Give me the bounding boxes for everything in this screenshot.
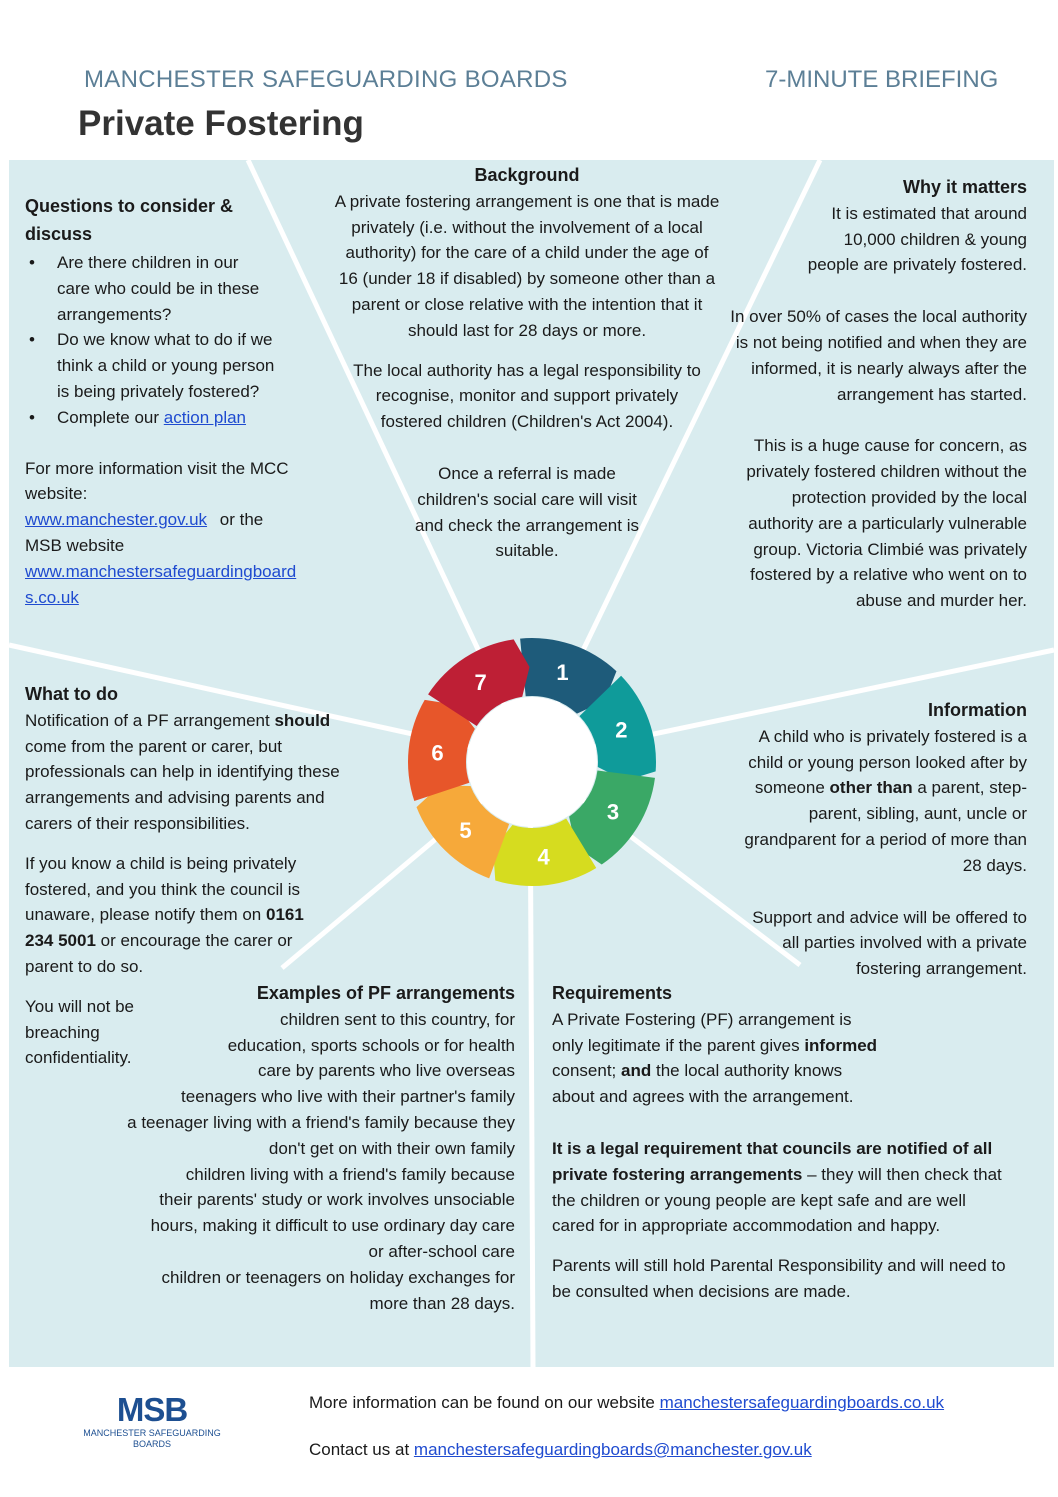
seven-minute-wheel <box>400 630 665 895</box>
more-info-text: For more information visit the MCC website: <box>25 458 289 504</box>
wheel-center <box>467 697 597 827</box>
questions-heading: Questions to consider & discuss <box>25 196 234 244</box>
example-item-text: a teenager living with a friend's family because they don't get on with their own family <box>127 1112 515 1158</box>
req-paragraph: Parents will still hold Parental Responsibility and will need to be consulted when decisions are made. <box>552 1256 1006 1301</box>
why-section <box>722 175 1027 614</box>
footer-website-line <box>309 1393 944 1413</box>
req-bold: informed <box>804 1035 878 1055</box>
footer-text: More information can be found on our website <box>309 1393 655 1412</box>
wheel-number-6: 6 <box>431 740 444 766</box>
msb-logo-text: MSB <box>116 1391 188 1428</box>
what-paragraph: You will not be breaching confidentiality. <box>25 996 135 1068</box>
wheel-number-5: 5 <box>459 817 472 843</box>
information-section <box>735 698 1027 982</box>
background-paragraph: The local authority has a legal responsibility to recognise, monitor and support privately fostered children (Children's Act 2004). <box>353 360 701 432</box>
action-plan-link[interactable]: action plan <box>163 407 247 427</box>
background-section <box>334 163 720 564</box>
req-bold: and <box>621 1061 652 1081</box>
what-text: Notification of a PF arrangement <box>25 710 270 730</box>
footer-text: Contact us at <box>309 1440 410 1459</box>
msb-logo-subtitle: MANCHESTER SAFEGUARDING <box>83 1428 221 1438</box>
msb-logo <box>82 1392 222 1450</box>
example-item-text: children sent to this country, for education, sports schools or for health care by parents who live overseas <box>227 1009 515 1081</box>
footer-email-link[interactable]: manchestersafeguardingboards@manchester.gov.uk <box>413 1440 812 1459</box>
what-bold: should <box>274 710 331 730</box>
question-item: • Are there children in our care who could be in these arrangements? <box>25 250 275 327</box>
what-heading: What to do <box>25 684 118 704</box>
why-paragraph: In over 50% of cases the local authority is not being notified and when they are informed, it is nearly always after the arrangement has started. <box>730 307 1027 404</box>
req-text: the local authority knows about and agrees with the arrangement. <box>552 1061 854 1107</box>
wheel-number-4: 4 <box>537 844 550 870</box>
example-item <box>100 1265 515 1317</box>
footer-website-link[interactable]: manchestersafeguardingboards.co.uk <box>659 1393 945 1412</box>
questions-section <box>25 192 297 610</box>
information-heading: Information <box>928 700 1027 720</box>
footer-contact-line <box>309 1440 812 1460</box>
msb-logo-subtitle: BOARDS <box>132 1439 171 1449</box>
info-bold: other than <box>829 778 913 798</box>
question-item: • Do we know what to do if we think a child or young person is being privately fostered? <box>25 327 275 404</box>
msb-website-link[interactable]: www.manchestersafeguardingboards.co.uk <box>25 561 297 607</box>
examples-heading: Examples of PF arrangements <box>256 983 515 1003</box>
briefing-label: 7-MINUTE BRIEFING <box>765 66 999 93</box>
background-paragraph: Once a referral is made children's social care will visit and check the arrangement is suitable. <box>415 463 639 561</box>
question-item-text: Complete our <box>57 407 164 427</box>
what-text: or encourage the carer or parent to do so. <box>25 931 293 976</box>
example-item <box>100 1084 515 1110</box>
example-item-text: children or teenagers on holiday exchanges for more than 28 days. <box>161 1267 515 1313</box>
phone-number: 0161 234 5001 <box>25 905 304 951</box>
wheel-number-1: 1 <box>556 660 569 686</box>
example-item <box>100 1110 515 1162</box>
example-item <box>100 1007 515 1084</box>
example-item <box>100 1162 515 1265</box>
mcc-website-link[interactable]: www.manchester.gov.uk <box>25 510 208 530</box>
question-item <box>25 405 275 431</box>
requirements-heading: Requirements <box>552 983 673 1003</box>
examples-section <box>100 981 515 1316</box>
legal-requirement-text: It is a legal requirement that councils are notified of all private fostering arrangements <box>552 1138 993 1184</box>
why-heading: Why it matters <box>902 177 1027 197</box>
info-text: a parent, step-parent, sibling, aunt, uncle or grandparent for a period of more than 28 days. <box>744 778 1027 875</box>
requirements-section <box>552 981 1022 1305</box>
req-text: – they will then check that the children or young people are kept safe and are well cared for in appropriate accommodation and happy. <box>552 1164 1002 1236</box>
background-heading: Background <box>474 165 580 185</box>
example-item-text: teenagers who live with their partner's family <box>181 1087 515 1107</box>
background-paragraph: A private fostering arrangement is one that is made privately (i.e. without the involvement of a local authority) for the care of a child under the age of 16 (under 18 if disabled) by someone other than a parent or close relative with the intention that it should last for 28 days or more. <box>334 191 720 340</box>
example-item-text: children living with a friend's family because their parents' study or work involves unsociable hours, making it difficult to use ordinary day care or after-school care <box>150 1164 515 1261</box>
req-text: A Private Fostering (PF) arrangement is only legitimate if the parent gives <box>552 1009 852 1055</box>
info-text: A child who is privately fostered is a child or young person looked after by someone <box>748 726 1027 798</box>
wheel-number-2: 2 <box>615 717 628 743</box>
info-paragraph: Support and advice will be offered to all parties involved with a private fostering arrangement. <box>752 907 1027 979</box>
why-paragraph: It is estimated that around 10,000 children & young people are privately fostered. <box>807 203 1027 275</box>
page-title: Private Fostering <box>78 104 364 143</box>
org-name: MANCHESTER SAFEGUARDING BOARDS <box>84 66 568 93</box>
wheel-number-3: 3 <box>606 799 620 825</box>
what-text: If you know a child is being privately fostered, and you think the council is unaware, please notify them on <box>25 853 300 925</box>
wheel-number-7: 7 <box>474 670 487 696</box>
req-text: consent; <box>552 1061 617 1081</box>
more-info-text-2: or the MSB website <box>25 510 264 555</box>
why-paragraph: This is a huge cause for concern, as privately fostered children without the protection provided by the local authority are a particularly vulnerable group. Victoria Climbié was privately fostered by a relative who went on to abuse and murder her. <box>746 436 1027 611</box>
what-text: come from the parent or carer, but professionals can help in identifying these arrangements and advising parents and carers of their responsibilities. <box>25 736 340 833</box>
